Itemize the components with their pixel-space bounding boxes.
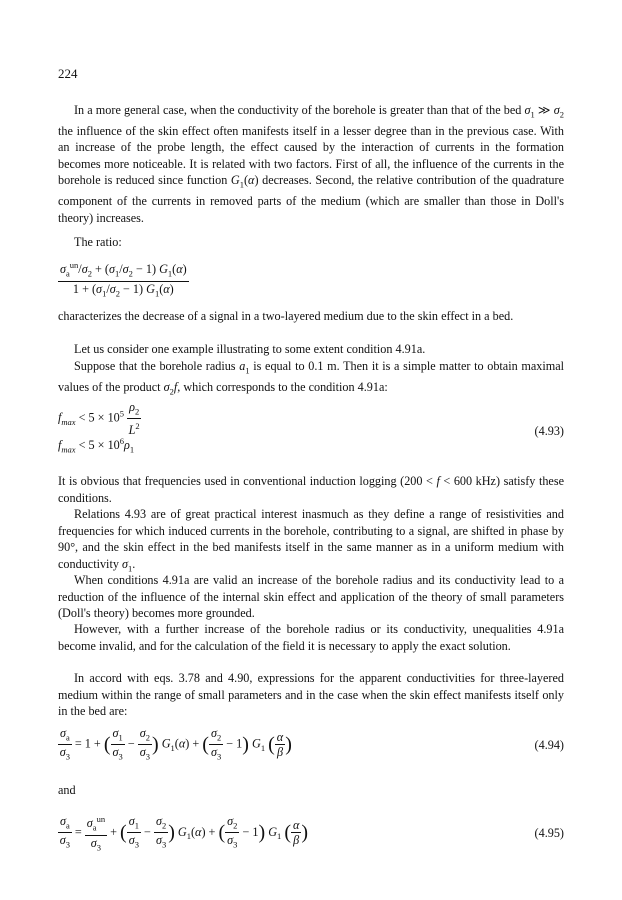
equation-label-4-93: (4.93) (534, 424, 564, 438)
page-number: 224 (58, 66, 78, 81)
ratio-equation: $\frac{\sigma_a^{un}/\sigma_2 + (\sigma_1/\sigma_2 - 1) G_1(\alpha)}{1 + (\sigma_1/\sigma_2 - 1) G_1(\alpha)}$ (60, 260, 187, 298)
equation-4-93: $f_{max} < 5 \times 10^5$ $\frac{\rho_2}{L^2}$ $f_{max} < 5 \times 10^6\rho_1$ (58, 400, 140, 455)
paragraph-5: Suppose that the borehole radius $a_1$ is equal to 0.1 m. Then it is a simple matter to obtain maximal values of the product $\sigma_2f$, which corresponds to the condition 4.91a: (58, 359, 565, 397)
paragraph-11: and (58, 783, 76, 797)
equation-label-4-95: (4.95) (534, 826, 564, 840)
paragraph-4: Let us consider one example illustrating to some extent condition 4.91a. (74, 342, 426, 356)
paragraph-2: The ratio: (74, 235, 122, 249)
paragraph-10: In accord with eqs. 3.78 and 4.90, expressions for the apparent conductivities for three-layered medium within the range of small parameters and in the case when the skin effect manifests itself only in the bed are: (58, 671, 564, 718)
paragraph-9: However, with a further increase of the borehole radius or its conductivity, unequalities 4.91a become invalid, and for the calculation of the field it is necessary to apply the exact solution. (58, 622, 564, 653)
paragraph-8: When conditions 4.91a are valid an increase of the borehole radius and its conductivity lead to a reduction of the influence of the internal skin effect and application of the theory of small parameters (Doll's theory) becomes more grounded. (58, 573, 564, 620)
paragraph-1: In a more general case, when the conductivity of the borehole is greater than that of the bed $\sigma_1$ ≫ $\sigma_2$ the influence of the skin effect often manifests itself in a lesser degree than in the previous case. With an increase of the probe length, the effect caused by the interaction of currents in the formation becomes more noticeable. It is related with two factors. First of all, the influence of the currents in the borehole is reduced since function $G_1(\alpha)$ decreases. Second, the relative contribution of the quadrature component of the currents in removed parts of the medium (which are smaller than those in Doll's theory) increases. (58, 103, 564, 225)
paragraph-7: Relations 4.93 are of great practical interest inasmuch as they define a range of resistivities and frequencies for which induced currents in the borehole, contributing to a signal, are shifted in phase by 90°, and the skin effect in the bed manifests itself in the same manner as in a uniform medium with conductivity $\sigma_1$. (58, 507, 564, 573)
paragraph-3: characterizes the decrease of a signal in a two-layered medium due to the skin effect in a bed. (58, 309, 514, 323)
equation-label-4-94: (4.94) (534, 738, 564, 752)
equation-4-95: $\frac{\sigma_a}{\sigma_3}$ = $\frac{\sigma_a^{un}}{\sigma_3}$ + ( $\frac{\sigma_1}{\sigma_3}$ − $\frac{\sigma_2}{\sigma_3}$ ) $G_1(\alpha)$ + ( $\frac{\sigma_2}{\sigma_3}$ − 1) $G_1$ ( $\frac{\alpha}{\beta}$ ) (59, 814, 309, 852)
paragraph-6: It is obvious that frequencies used in conventional induction logging (200 < f < 600 kHz) satisfy these conditions. (58, 474, 564, 505)
equation-4-94: $\frac{\sigma_a}{\sigma_3}$ = 1 + ( $\frac{\sigma_1}{\sigma_3}$ − $\frac{\sigma_2}{\sigma_3}$ ) $G_1(\alpha)$ + ( $\frac{\sigma_2}{\sigma_3}$ − 1) $G_1$ ( $\frac{\alpha}{\beta}$ ) (59, 726, 292, 762)
